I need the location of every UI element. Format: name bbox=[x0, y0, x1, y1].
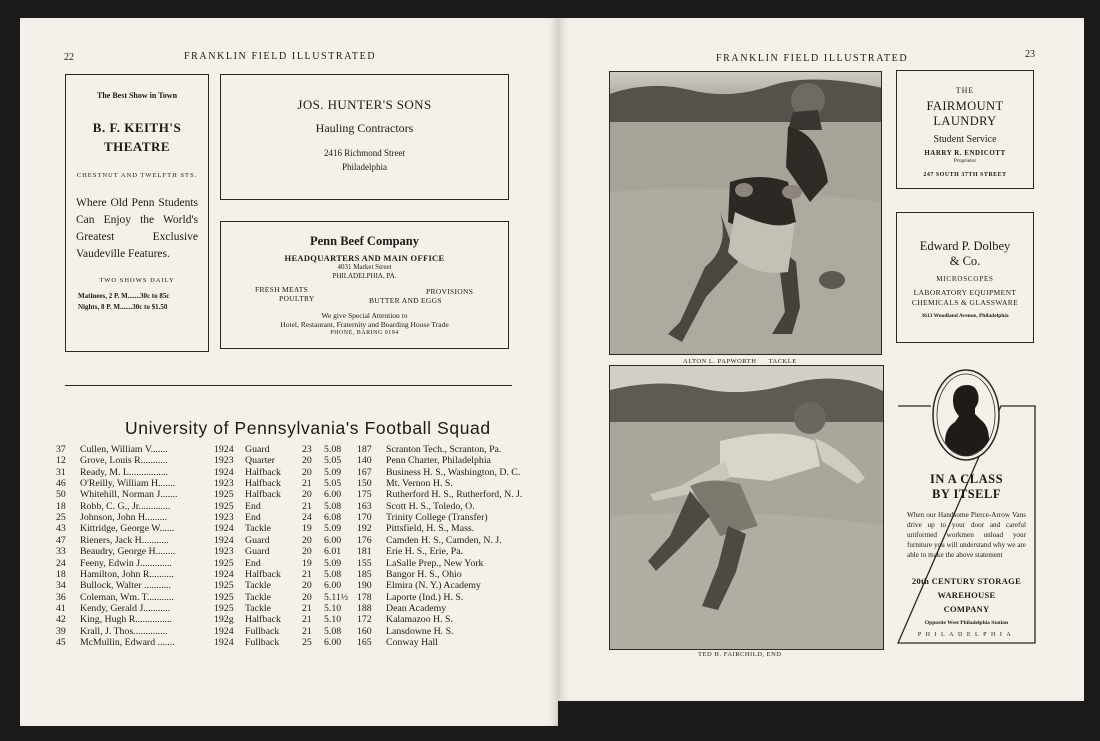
roster-no: 25 bbox=[56, 512, 66, 524]
roster-pos: Guard bbox=[245, 444, 270, 455]
keith-name bbox=[76, 118, 198, 156]
hunter-name: JOS. HUNTER'S SONS bbox=[297, 97, 432, 112]
photo2-caption: TED H. FAIRCHILD, END bbox=[698, 651, 782, 658]
roster-wt: 178 bbox=[357, 591, 372, 603]
penn-beef-ad bbox=[220, 221, 509, 349]
left-page bbox=[20, 18, 558, 726]
roster-name: Krall, J. Thos.............. bbox=[80, 625, 168, 637]
silhouette-portrait-icon bbox=[931, 368, 1001, 462]
roster-age: 21 bbox=[302, 614, 312, 626]
roster-no: 47 bbox=[56, 534, 66, 546]
storage-company-2: WAREHOUSE bbox=[937, 590, 996, 600]
roster-year: 1925 bbox=[214, 602, 234, 614]
roster-row bbox=[56, 637, 536, 648]
roster-wt: 181 bbox=[357, 546, 372, 558]
section-rule bbox=[65, 385, 512, 386]
dolbey-microscopes: MICROSCOPES bbox=[936, 275, 994, 283]
roster-year: 1924 bbox=[214, 625, 234, 637]
roster-age: 20 bbox=[302, 489, 312, 501]
right-page bbox=[558, 18, 1084, 701]
roster-year: 1925 bbox=[214, 500, 234, 512]
dolbey-lab bbox=[897, 288, 1033, 308]
roster-school: Laporte (Ind.) H. S. bbox=[386, 591, 464, 603]
roster-ht: 5.10 bbox=[324, 614, 342, 626]
roster-year: 1923 bbox=[214, 455, 234, 467]
roster-year: 1924 bbox=[214, 466, 234, 478]
roster-year: 1925 bbox=[214, 557, 234, 569]
beef-products bbox=[221, 285, 508, 307]
roster-row bbox=[56, 523, 536, 534]
dolbey-address: 3613 Woodland Avenue, Philadelphia bbox=[921, 313, 1009, 319]
roster-age: 25 bbox=[302, 636, 312, 648]
roster-row bbox=[56, 455, 536, 466]
roster-pos: Halfback bbox=[245, 466, 281, 478]
beef-fresh-meats: FRESH MEATS bbox=[255, 285, 309, 294]
beef-give-2: Hotel, Restaurant, Fraternity and Boarding House Trade bbox=[280, 320, 449, 329]
storage-city: PHILADELPHIA bbox=[917, 632, 1016, 638]
roster-year: 1925 bbox=[214, 580, 234, 592]
dolbey-ad bbox=[896, 212, 1034, 343]
roster-name: Beaudry, George H........ bbox=[80, 546, 176, 558]
fairmount-proprietor: HARRY R. ENDICOTT bbox=[924, 149, 1006, 157]
keith-name-line2: THEATRE bbox=[103, 139, 171, 154]
keith-nights: Nights, 8 P. M.......30c to $1.50 bbox=[78, 303, 168, 311]
keith-prices bbox=[76, 291, 198, 313]
fairmount-the: THE bbox=[955, 86, 975, 95]
roster-age: 21 bbox=[302, 500, 312, 512]
roster-pos: Halfback bbox=[245, 614, 281, 626]
roster-row bbox=[56, 626, 536, 637]
roster-ht: 5.09 bbox=[324, 523, 342, 535]
roster-row bbox=[56, 512, 536, 523]
roster-name: Johnson, John H......... bbox=[80, 512, 168, 524]
roster-row bbox=[56, 478, 536, 489]
roster-age: 19 bbox=[302, 557, 312, 569]
beef-phone: PHONE, BARING 0194 bbox=[330, 330, 399, 336]
squad-title: University of Pennsylvania's Football Squad bbox=[125, 418, 491, 438]
roster-name: Whitehill, Norman J....... bbox=[80, 489, 178, 501]
roster-name: O'Reilly, William H....... bbox=[80, 478, 176, 490]
roster-no: 31 bbox=[56, 466, 66, 478]
roster-year: 1923 bbox=[214, 546, 234, 558]
roster-wt: 176 bbox=[357, 534, 372, 546]
beef-provisions: PROVISIONS bbox=[426, 287, 474, 296]
roster-pos: Quarter bbox=[245, 455, 275, 467]
roster-pos: Tackle bbox=[245, 523, 271, 535]
roster-no: 45 bbox=[56, 636, 66, 648]
roster-age: 20 bbox=[302, 591, 312, 603]
photo1-caption bbox=[683, 358, 797, 365]
roster-pos: Guard bbox=[245, 546, 270, 558]
roster-name: Grove, Louis R........... bbox=[80, 455, 168, 467]
roster-name: Robb, C. G., Jr............. bbox=[80, 500, 171, 512]
roster-year: 1925 bbox=[214, 591, 234, 603]
beef-give-1: We give Special Attention to bbox=[321, 311, 408, 320]
beef-hq: HEADQUARTERS AND MAIN OFFICE bbox=[284, 253, 445, 263]
roster-school: Pittsfield, H. S., Mass. bbox=[386, 523, 475, 535]
roster-no: 18 bbox=[56, 568, 66, 580]
roster-no: 46 bbox=[56, 478, 66, 490]
roster-ht: 6.00 bbox=[324, 534, 342, 546]
roster-age: 20 bbox=[302, 534, 312, 546]
roster-age: 23 bbox=[302, 444, 312, 455]
roster-row bbox=[56, 467, 536, 478]
roster-ht: 6.00 bbox=[324, 580, 342, 592]
roster-age: 21 bbox=[302, 625, 312, 637]
page-number: 23 bbox=[1025, 49, 1035, 60]
roster-ht: 5.10 bbox=[324, 602, 342, 614]
hunter-sons-ad bbox=[220, 74, 509, 200]
storage-headline-2: BY ITSELF bbox=[932, 487, 1001, 501]
roster-age: 21 bbox=[302, 568, 312, 580]
roster-wt: 165 bbox=[357, 636, 372, 648]
roster-year: 1924 bbox=[214, 534, 234, 546]
roster-pos: Tackle bbox=[245, 580, 271, 592]
hunter-subtitle: Hauling Contractors bbox=[315, 121, 414, 135]
keith-shows: TWO SHOWS DAILY bbox=[99, 277, 175, 284]
roster-pos: Fullback bbox=[245, 636, 280, 648]
roster-row bbox=[56, 603, 536, 614]
roster-row bbox=[56, 489, 536, 500]
roster-row bbox=[56, 546, 536, 557]
dolbey-lab-1: LABORATORY EQUIPMENT bbox=[913, 288, 1017, 297]
roster-wt: 175 bbox=[357, 489, 372, 501]
fairmount-name-1: FAIRMOUNT bbox=[926, 99, 1004, 113]
fairmount-name bbox=[897, 99, 1033, 129]
roster-pos: Tackle bbox=[245, 602, 271, 614]
roster-no: 12 bbox=[56, 455, 66, 467]
roster-name: Bullock, Walter ........... bbox=[80, 580, 171, 592]
roster-school: Camden H. S., Camden, N. J. bbox=[386, 534, 502, 546]
roster-name: Feeny, Edwin J............. bbox=[80, 557, 172, 569]
roster-ht: 5.05 bbox=[324, 478, 342, 490]
roster-wt: 167 bbox=[357, 466, 372, 478]
fairmount-name-2: LAUNDRY bbox=[933, 114, 997, 128]
roster-no: 39 bbox=[56, 625, 66, 637]
beef-street: 4031 Market Street bbox=[337, 263, 392, 271]
roster-pos: Fullback bbox=[245, 625, 280, 637]
roster-school: Scott H. S., Toledo, O. bbox=[386, 500, 475, 512]
roster-name: King, Hugh R............... bbox=[80, 614, 172, 626]
roster-age: 21 bbox=[302, 602, 312, 614]
roster-year: 1924 bbox=[214, 636, 234, 648]
fairmount-laundry-ad bbox=[896, 70, 1034, 189]
beef-special bbox=[221, 311, 508, 329]
fairmount-subtitle: Student Service bbox=[933, 134, 997, 145]
roster-no: 37 bbox=[56, 444, 66, 455]
hunter-city: Philadelphia bbox=[342, 162, 387, 172]
roster-age: 20 bbox=[302, 466, 312, 478]
dolbey-name-2: & Co. bbox=[949, 254, 981, 268]
roster-no: 34 bbox=[56, 580, 66, 592]
roster-pos: Tackle bbox=[245, 591, 271, 603]
roster-year: 1925 bbox=[214, 489, 234, 501]
page-number: 22 bbox=[64, 52, 74, 63]
roster-pos: End bbox=[245, 557, 261, 569]
roster-school: Bangor H. S., Ohio bbox=[386, 568, 462, 580]
roster-year: 1924 bbox=[214, 568, 234, 580]
roster-row bbox=[56, 558, 536, 569]
keith-matinees: Matinees, 2 P. M.......30c to 85c bbox=[78, 292, 170, 300]
roster-row bbox=[56, 614, 536, 625]
roster-wt: 150 bbox=[357, 478, 372, 490]
keith-tagline: The Best Show in Town bbox=[96, 91, 178, 100]
roster-year: 1924 bbox=[214, 444, 234, 455]
roster-ht: 6.08 bbox=[324, 512, 342, 524]
dolbey-name-1: Edward P. Dolbey bbox=[919, 239, 1011, 253]
roster-row bbox=[56, 592, 536, 603]
roster-ht: 5.05 bbox=[324, 455, 342, 467]
roster-ht: 6.01 bbox=[324, 546, 342, 558]
roster-wt: 170 bbox=[357, 512, 372, 524]
storage-body: When our Handsome Pierce-Arrow Vans drive up to your door and careful uniformed workmen unload your furniture you will understand why we are able to make the above statement bbox=[907, 511, 1026, 559]
roster-year: 1923 bbox=[214, 478, 234, 490]
roster-pos: Halfback bbox=[245, 568, 281, 580]
roster-no: 18 bbox=[56, 500, 66, 512]
beef-name: Penn Beef Company bbox=[309, 234, 420, 248]
roster-school: Rutherford H. S., Rutherford, N. J. bbox=[386, 489, 523, 501]
storage-headline-1: IN A CLASS bbox=[929, 472, 1004, 486]
roster-ht: 5.08 bbox=[324, 568, 342, 580]
roster-name: McMullin, Edward ....... bbox=[80, 636, 175, 648]
photo1-caption-name: ALTON L. PAPWORTH bbox=[683, 358, 757, 365]
roster-year: 1924 bbox=[214, 523, 234, 535]
roster-ht: 5.09 bbox=[324, 466, 342, 478]
keith-body: Where Old Penn Students Can Enjoy the World's Greatest Exclusive Vaudeville Features. bbox=[76, 197, 198, 260]
roster-wt: 140 bbox=[357, 455, 372, 467]
roster-age: 21 bbox=[302, 478, 312, 490]
roster-wt: 155 bbox=[357, 557, 372, 569]
roster-row bbox=[56, 569, 536, 580]
roster-school: LaSalle Prep., New York bbox=[386, 557, 484, 569]
roster-no: 50 bbox=[56, 489, 66, 501]
roster-no: 33 bbox=[56, 546, 66, 558]
roster-pos: Halfback bbox=[245, 478, 281, 490]
roster-ht: 5.11½ bbox=[324, 591, 349, 603]
roster-wt: 172 bbox=[357, 614, 372, 626]
dolbey-lab-2: CHEMICALS & GLASSWARE bbox=[911, 298, 1019, 307]
hunter-street: 2416 Richmond Street bbox=[324, 148, 405, 158]
keith-name-line1: B. F. KEITH'S bbox=[92, 120, 182, 135]
beef-poultry: POULTRY bbox=[279, 294, 315, 303]
roster-ht: 5.09 bbox=[324, 557, 342, 569]
roster-no: 41 bbox=[56, 602, 66, 614]
roster-pos: Guard bbox=[245, 534, 270, 546]
roster-year: 192g bbox=[214, 614, 234, 626]
keith-theatre-ad bbox=[65, 74, 209, 352]
keith-address: CHESTNUT AND TWELFTH STS. bbox=[76, 172, 198, 179]
roster-no: 24 bbox=[56, 557, 66, 569]
roster-no: 43 bbox=[56, 523, 66, 535]
storage-headline bbox=[897, 472, 1036, 502]
roster-age: 24 bbox=[302, 512, 312, 524]
player-photo-image bbox=[610, 72, 882, 355]
roster-wt: 185 bbox=[357, 568, 372, 580]
roster-ht: 5.08 bbox=[324, 625, 342, 637]
roster-no: 42 bbox=[56, 614, 66, 626]
roster-wt: 190 bbox=[357, 580, 372, 592]
storage-station: Opposite West Philadelphia Station bbox=[924, 620, 1009, 626]
roster-school: Dean Academy bbox=[386, 602, 447, 614]
roster-school: Kalamazoo H. S. bbox=[386, 614, 453, 626]
roster-row bbox=[56, 444, 536, 455]
roster-no: 36 bbox=[56, 591, 66, 603]
roster-school: Lansdowne H. S. bbox=[386, 625, 454, 637]
storage-company bbox=[897, 574, 1036, 616]
roster-name: Hamilton, John R.......... bbox=[80, 568, 174, 580]
roster-school: Elmira (N. Y.) Academy bbox=[386, 580, 481, 592]
fairmount-address: 247 SOUTH 37TH STREET bbox=[923, 172, 1007, 178]
storage-company-1: 20th CENTURY STORAGE bbox=[911, 576, 1022, 586]
roster-school: Trinity College (Transfer) bbox=[386, 512, 488, 524]
roster-wt: 187 bbox=[357, 444, 372, 455]
roster-pos: Halfback bbox=[245, 489, 281, 501]
roster-name: Coleman, Wm. T........... bbox=[80, 591, 174, 603]
roster-ht: 6.00 bbox=[324, 489, 342, 501]
roster-school: Conway Hall bbox=[386, 636, 438, 648]
photo-papworth bbox=[609, 71, 882, 355]
roster-pos: End bbox=[245, 500, 261, 512]
roster-name: Kendy, Gerald J........... bbox=[80, 602, 171, 614]
roster-name: Rieners, Jack H........... bbox=[80, 534, 169, 546]
storage-warehouse-ad bbox=[897, 368, 1036, 644]
fairmount-proprietor-label: Proprietor bbox=[953, 158, 977, 164]
running-head: FRANKLIN FIELD ILLUSTRATED bbox=[184, 51, 377, 62]
roster-wt: 188 bbox=[357, 602, 372, 614]
beef-city: PHILADELPHIA, PA. bbox=[332, 272, 397, 280]
roster-age: 20 bbox=[302, 580, 312, 592]
roster-name: Cullen, William V....... bbox=[80, 444, 168, 455]
roster-school: Mt. Vernon H. S. bbox=[386, 478, 453, 490]
photo1-caption-position: TACKLE bbox=[768, 358, 797, 365]
roster-age: 19 bbox=[302, 523, 312, 535]
beef-butter-eggs: BUTTER AND EGGS bbox=[369, 296, 442, 305]
player-photo-image bbox=[610, 366, 884, 650]
storage-company-3: COMPANY bbox=[943, 604, 990, 614]
roster-school: Erie H. S., Erie, Pa. bbox=[386, 546, 463, 558]
roster-age: 20 bbox=[302, 546, 312, 558]
roster-ht: 5.08 bbox=[324, 444, 342, 455]
roster-wt: 160 bbox=[357, 625, 372, 637]
roster-school: Scranton Tech., Scranton, Pa. bbox=[386, 444, 502, 455]
roster-age: 20 bbox=[302, 455, 312, 467]
dolbey-name bbox=[897, 239, 1033, 269]
roster-wt: 163 bbox=[357, 500, 372, 512]
roster-wt: 192 bbox=[357, 523, 372, 535]
photo-fairchild bbox=[609, 365, 884, 650]
roster-row bbox=[56, 580, 536, 591]
roster-pos: End bbox=[245, 512, 261, 524]
roster-row bbox=[56, 501, 536, 512]
roster-name: Kittridge, George W...... bbox=[80, 523, 175, 535]
roster-ht: 6.00 bbox=[324, 636, 342, 648]
roster-year: 1923 bbox=[214, 512, 234, 524]
roster-row bbox=[56, 535, 536, 546]
roster-name: Ready, M. L................ bbox=[80, 466, 169, 478]
running-head: FRANKLIN FIELD ILLUSTRATED bbox=[716, 53, 909, 64]
roster-school: Penn Charter, Philadelphia bbox=[386, 455, 491, 467]
hunter-address bbox=[221, 146, 508, 174]
roster-ht: 5.08 bbox=[324, 500, 342, 512]
roster-school: Business H. S., Washington, D. C. bbox=[386, 466, 521, 478]
